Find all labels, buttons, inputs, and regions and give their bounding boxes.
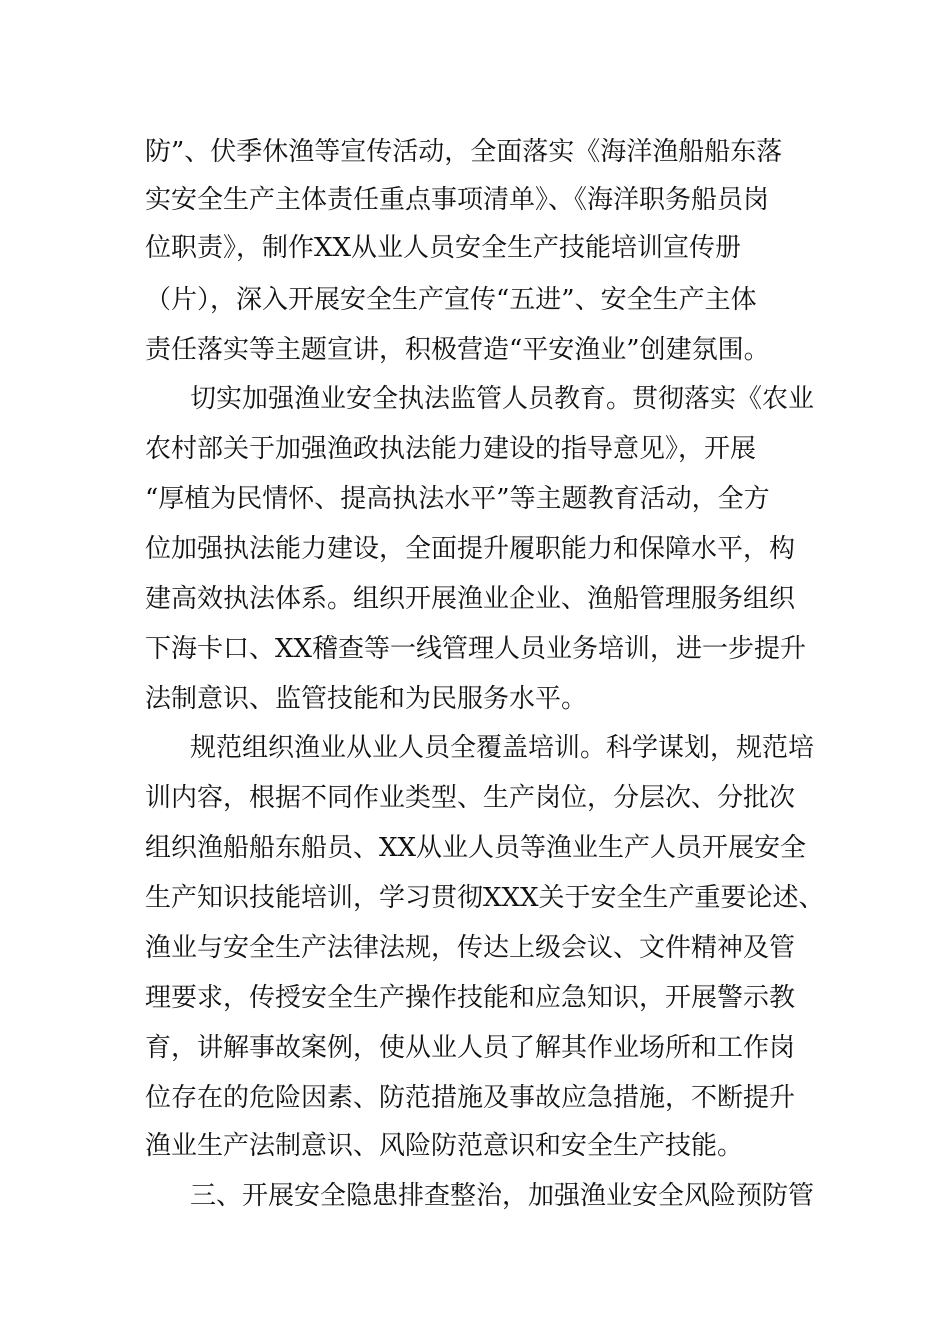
text-line: 位存在的危险因素、防范措施及事故应急措施，不断提升: [145, 1083, 796, 1113]
text-line: 渔业与安全生产法律法规，传达上级会议、文件精神及管: [145, 933, 796, 963]
text-line: 训内容，根据不同作业类型、生产岗位，分层次、分批次: [145, 783, 796, 813]
text-line: 责任落实等主题宣讲，积极营造“平安渔业”创建氛围。: [145, 335, 770, 365]
text-line: 育，讲解事故案例，使从业人员了解其作业场所和工作岗: [145, 1033, 796, 1063]
text-line: 实安全生产主体责任重点事项清单》、《海洋职务船员岗: [145, 185, 770, 215]
text-line: （片），深入开展安全生产宣传“五进”、安全生产主体: [145, 285, 757, 315]
text-line: 农村部关于加强渔政执法能力建设的指导意见》，开展: [145, 434, 757, 464]
text-line: “厚植为民情怀、提高执法水平”等主题教育活动，全方: [145, 484, 770, 514]
text-line: 位职责》，制作XX从业人员安全生产技能培训宣传册: [145, 233, 742, 263]
text-line: 组织渔船船东船员、XX从业人员等渔业生产人员开展安全: [145, 833, 807, 863]
text-line: 下海卡口、XX稽查等一线管理人员业务培训，进一步提升: [145, 634, 807, 664]
section-heading: 三、开展安全隐患排查整治，加强渔业安全风险预防管: [190, 1181, 815, 1211]
text-line: 建高效执法体系。组织开展渔业企业、渔船管理服务组织: [145, 584, 796, 614]
text-line: 防”、伏季休渔等宣传活动，全面落实《海洋渔船船东落: [145, 137, 783, 167]
text-line: 渔业生产法制意识、风险防范意识和安全生产技能。: [145, 1131, 744, 1161]
text-line: 法制意识、监管技能和为民服务水平。: [145, 684, 588, 714]
paragraph-heading: 切实加强渔业安全执法监管人员教育。贯彻落实《农业: [190, 384, 815, 414]
text-line: 位加强执法能力建设，全面提升履职能力和保障水平，构: [145, 534, 796, 564]
text-line: 理要求，传授安全生产操作技能和应急知识，开展警示教: [145, 983, 796, 1013]
paragraph-heading: 规范组织渔业从业人员全覆盖培训。科学谋划，规范培: [190, 733, 815, 763]
text-line: 生产知识技能培训，学习贯彻XXX关于安全生产重要论述、: [145, 883, 825, 913]
